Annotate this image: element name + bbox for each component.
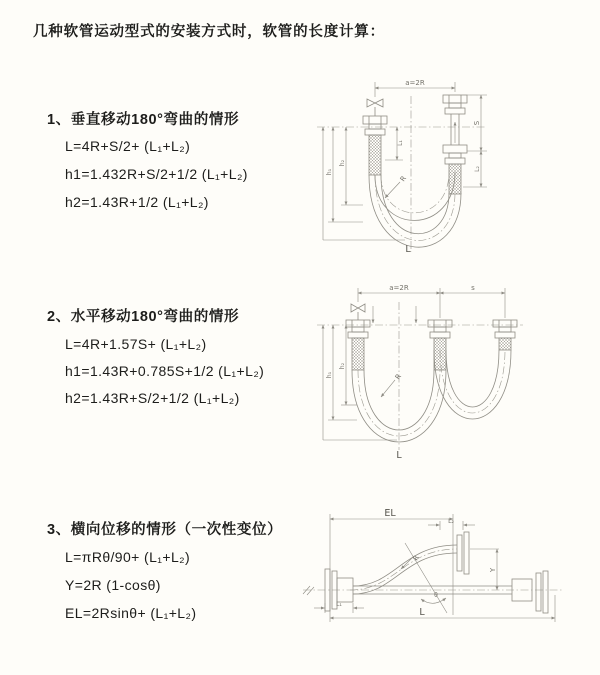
- length-label: L: [405, 244, 411, 255]
- dim-label-y: Y: [489, 567, 497, 573]
- dim-label-a: a=2R: [389, 284, 409, 292]
- dim-label-s: s: [471, 284, 475, 292]
- dim-label-el: EL: [384, 508, 396, 519]
- radius-label: R: [411, 553, 421, 563]
- dimension-h1: [326, 127, 363, 222]
- section-3-formula-Y: Y=2R (1-cosθ): [65, 577, 161, 593]
- diagram-horizontal-180-bend: [305, 280, 595, 462]
- middle-flange-fitting: [428, 320, 452, 370]
- section-2-heading: 2、水平移动180°弯曲的情形: [47, 309, 240, 325]
- diagram-vertical-180-bend: [305, 72, 595, 257]
- radius-callout: [401, 543, 447, 613]
- section-1-formula-h2: h2=1.43R+1/2 (L₁+L₂): [65, 194, 209, 210]
- hose-u-loop: [369, 172, 461, 247]
- section-2-formula-h2: h2=1.43R+S/2+1/2 (L₁+L₂): [65, 390, 240, 406]
- pipe-break-mark: [303, 586, 314, 595]
- braided-hose-section: [369, 135, 381, 175]
- valve-icon: [351, 304, 365, 320]
- dimension-overall: [323, 127, 405, 240]
- straight-hose-original: [303, 586, 562, 594]
- left-flange-fitting: [363, 116, 387, 175]
- section-3-formula-EL: EL=2Rsinθ+ (L₁+L₂): [65, 605, 197, 621]
- dimension-l2: [428, 518, 475, 530]
- length-label: L: [419, 607, 425, 618]
- dim-label-h2: h₂: [339, 159, 346, 167]
- radius-callout: [381, 372, 403, 397]
- radius-label: R: [393, 372, 404, 382]
- section-1-formula-L: L=4R+S/2+ (L₁+L₂): [65, 138, 191, 154]
- dimension-length: [330, 595, 555, 622]
- dim-label-h1: h₁: [326, 168, 333, 176]
- dim-label-s: S: [473, 120, 481, 126]
- displaced-end-flange: [457, 532, 499, 574]
- dim-label-l2: L₂: [448, 518, 454, 525]
- hose-s-curve: [350, 545, 457, 594]
- radius-label: R: [398, 174, 409, 184]
- section-2-formula-L: L=4R+1.57S+ (L₁+L₂): [65, 336, 207, 352]
- dim-label-l1: L₁: [397, 140, 404, 146]
- braided-hose-section: [499, 338, 511, 350]
- section-2-formula-h1: h1=1.43R+0.785S+1/2 (L₁+L₂): [65, 363, 265, 379]
- section-1-heading: 1、垂直移动180°弯曲的情形: [47, 112, 240, 128]
- valve-icon: [367, 99, 383, 116]
- section-1-formula-h1: h1=1.432R+S/2+1/2 (L₁+L₂): [65, 166, 248, 182]
- dim-label-l2: L₂: [474, 166, 481, 172]
- diagram-lateral-displacement: [300, 505, 597, 645]
- dimension-s: [467, 95, 487, 151]
- angle-label: θ: [434, 592, 438, 599]
- left-flange-fitting: [346, 320, 370, 370]
- radius-callout: [385, 174, 408, 198]
- length-label: L: [396, 450, 402, 461]
- page-title: 几种软管运动型式的安装方式时，软管的长度计算：: [33, 24, 385, 40]
- dimension-l1: [385, 127, 404, 160]
- dimension-y: [489, 549, 497, 590]
- dimension-a-2r: [375, 79, 455, 97]
- dimension-a-2r: [358, 284, 505, 318]
- dim-label-a: a=2R: [405, 79, 425, 87]
- dim-label-h1: h₁: [326, 371, 333, 379]
- right-end-flange: [512, 571, 548, 613]
- dimension-s: [440, 284, 505, 293]
- dimension-l2: [463, 151, 487, 187]
- section-3-heading: 3、横向位移的情形（一次性变位）: [47, 522, 283, 538]
- dim-label-l1: L₁: [336, 601, 342, 608]
- dimension-h2: [339, 127, 363, 205]
- braided-hose-section: [352, 338, 364, 370]
- right-flange-fitting: [493, 320, 517, 350]
- section-3-formula-L: L=πRθ/90+ (L₁+L₂): [65, 549, 191, 565]
- dim-label-h2: h₂: [339, 362, 346, 370]
- dimension-l1: [314, 601, 364, 613]
